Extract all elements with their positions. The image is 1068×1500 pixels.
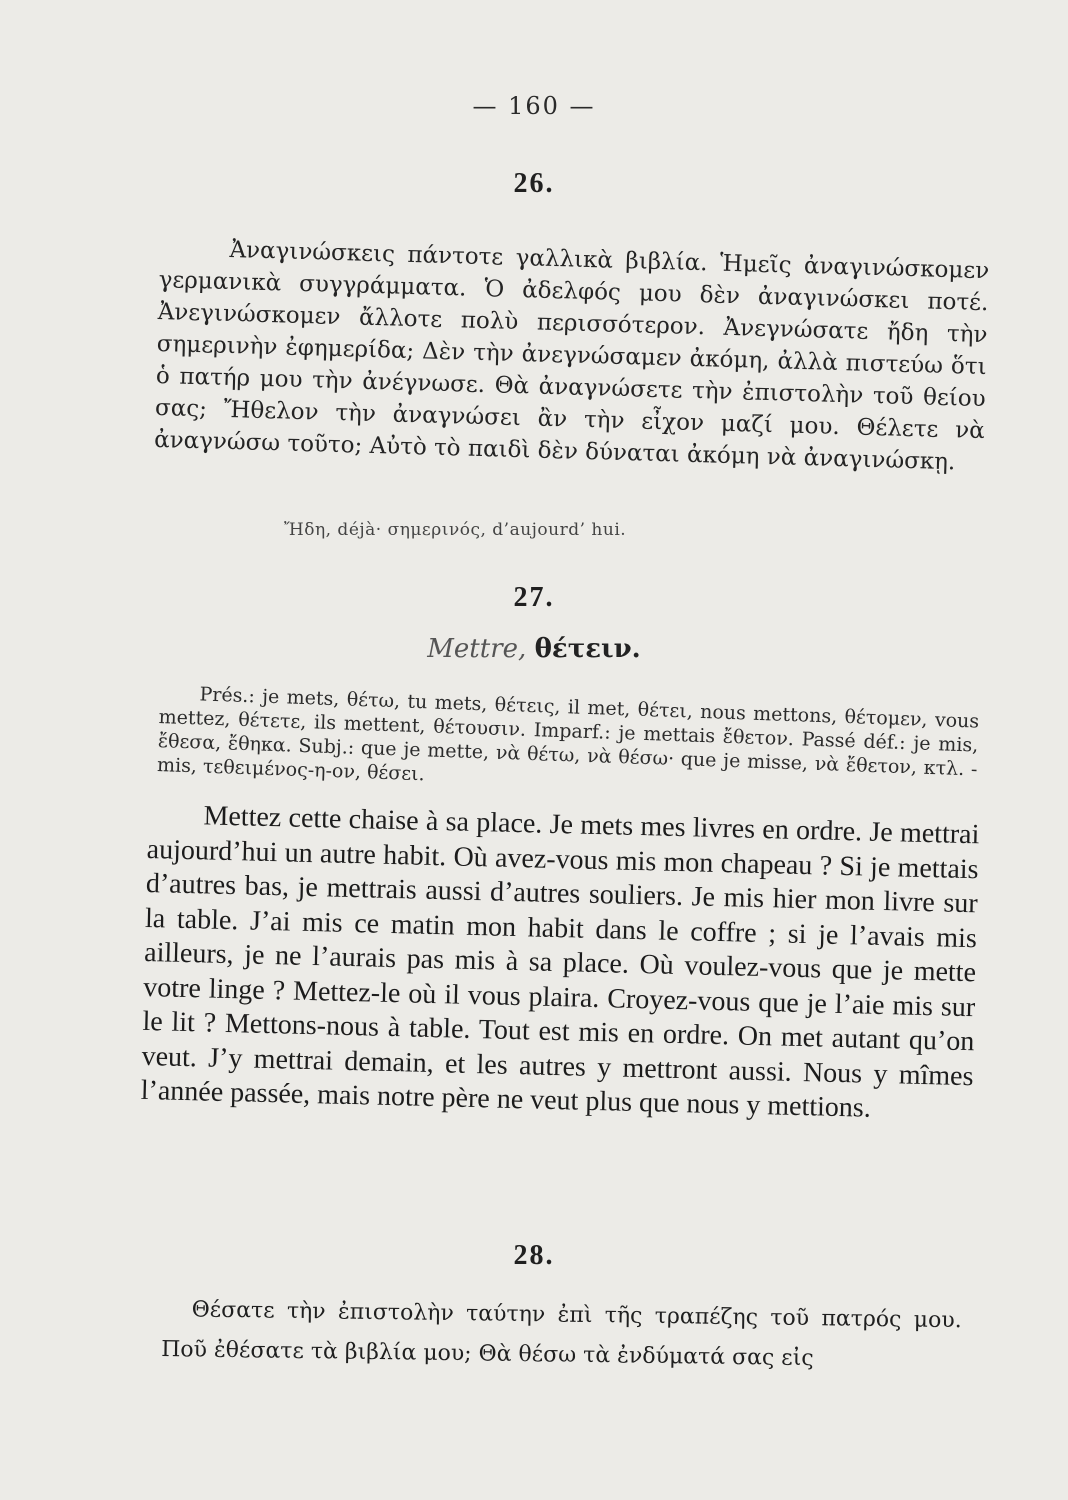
page-number: — 160 — [472, 92, 596, 120]
section-26-vocabulary-note: Ἤδη, déjà· σημερινός, d’aujourd’ hui. [284, 520, 627, 540]
section-27-title-greek: θέτειν. [534, 634, 641, 664]
section-26-greek-text: Ἀναγινώσκεις πάντοτε γαλλικὰ βιβλία. Ἡμεῖς ἀναγινώσκομεν γερμανικὰ συγγράμματα. Ὁ ἀδελφός μου δὲν ἀναγινώσκει ποτέ. Ἀνεγινώσκομεν ἄλλοτε πολὺ περισσότερον. Ἀνεγνώσατε ἤδη τὴν σημερινὴν ἐφημερίδα; Δὲν τὴν ἀνεγνώσαμεν ἀκόμη, ἀλλὰ πιστεύω ὅτι ὁ πατήρ μου τὴν ἀνέγνωσε. Θὰ ἀναγνώσετε τὴν ἐπιστολὴν τοῦ θείου σας; Ἤθελον τὴν ἀναγνώσει ἂν τὴν εἶχον μαζί μου. Θέλετε νὰ ἀναγνώσω τοῦτο; Αὐτὸ τὸ παιδὶ δὲν δύναται ἀκόμη νὰ ἀναγινώσκῃ. [153, 236, 990, 476]
section-27-french-text: Mettez cette chaise à sa place. Je mets mes livres en ordre. Je mettrai aujourd’hui un autre habit. Où avez-vous mis mon chapeau ? Si je mettais d’autres bas, je mettrais aussi d’autres souliers. Je mis hier mon livre sur la table. J’ai mis ce matin mon habit dans le coffre ; si je l’avais mis ailleurs, je ne l’aurais pas mis à sa place. Où voulez-vous que je mette votre linge ? Mettez-le où il vous plaira. Croyez-vous que je l’aie mis sur le lit ? Mettons-nous à table. Tout est mis en ordre. On met autant qu’on veut. J’y mettrai demain, et les autres y mettront aussi. Nous y mîmes l’année passée, mais notre père ne veut plus que nous y mettions. [140, 800, 980, 1124]
section-27-conjugation: Prés.: je mets, θέτω, tu mets, θέτεις, il met, θέτει, nous mettons, θέτομεν, vous mettez, θέτετε, ils mettent, θέτουσιν. Imparf.: je mettais ἔθετον. Passé déf.: je mis, ἔθεσα, ἔθηκα. Subj.: que je mette, νὰ θέτω, νὰ θέσω· que je misse, νὰ ἔθετον, κτλ. -mis, τεθειμένος-η-ον, θέσει. [156, 683, 980, 786]
section-27-title [0, 634, 1068, 664]
section-26-heading: 26. [513, 168, 555, 199]
section-28-greek-text: Θέσατε τὴν ἐπιστολὴν ταύτην ἐπὶ τῆς τραπέζης τοῦ πατρός μου. Ποῦ ἐθέσατε τὰ βιβλία μου; Θὰ θέσω τὰ ἐνδύματά σας εἰς [160, 1297, 962, 1372]
section-27-heading: 27. [513, 582, 555, 613]
section-27-title-french: Mettre, [427, 634, 527, 664]
section-28-heading: 28. [513, 1240, 555, 1271]
